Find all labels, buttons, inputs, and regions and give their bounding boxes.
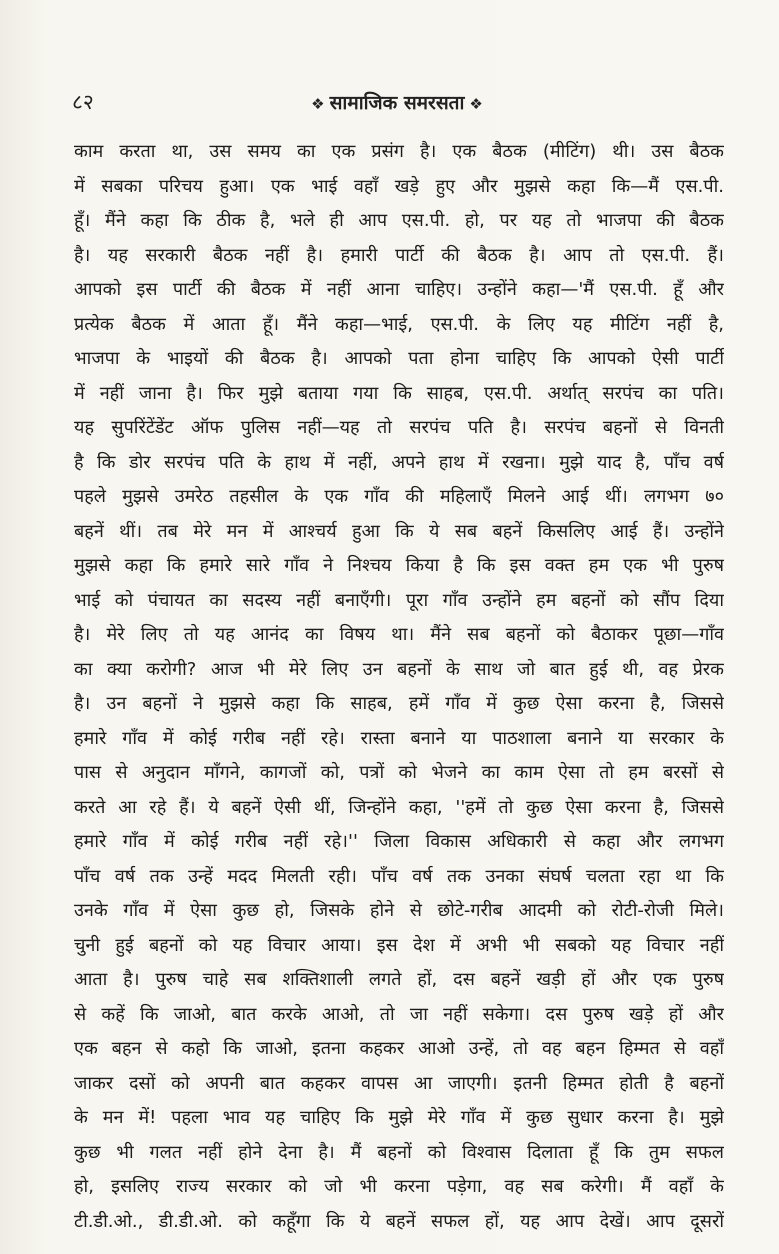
text-line: का क्या करोगी? आज भी मेरे लिए उन बहनों के साथ जो बात हुई थी, वह प्रेरक (74, 658, 724, 680)
text-line: है कि डोर सरपंच पति के हाथ में नहीं, अपने हाथ में रखना। मुझे याद है, पाँच वर्ष (74, 451, 724, 473)
text-line: है। मेरे लिए तो यह आनंद का विषय था। मैंने सब बहनों को बैठाकर पूछा—गाँव (74, 624, 724, 645)
text-line: हो, इसलिए राज्य सरकार को जो भी करना पड़ेगा, वह सब करेगी। मैं वहाँ के (74, 1176, 724, 1197)
body-text (74, 135, 724, 1239)
page-header (72, 88, 722, 120)
text-line: पहले मुझसे उमरेठ तहसील के एक गाँव की महिलाएँ मिलने आई थीं। लगभग ७० (74, 486, 724, 507)
text-line: है। उन बहनों ने मुझसे कहा कि साहब, हमें गाँव में कुछ ऐसा करना है, जिससे (74, 693, 724, 714)
text-line: भाजपा के भाइयों की बैठक है। आपको पता होना चाहिए कि आपको ऐसी पार्टी (74, 348, 724, 369)
ornament-right-icon: ❖ (469, 95, 483, 113)
text-line: जाकर दसों को अपनी बात कहकर वापस आ जाएगी। इतनी हिम्मत होती है बहनों (74, 1072, 724, 1094)
text-line: उनके गाँव में ऐसा कुछ हो, जिसके होने से छोटे-गरीब आदमी को रोटी-रोजी मिले। (74, 900, 724, 921)
running-head-title: सामाजिक समरसता (329, 92, 465, 114)
text-line: पास से अनुदान माँगने, कागजों को, पत्रों को भेजने का काम ऐसा तो हम बरसों से (74, 762, 724, 783)
text-line: से कहें कि जाओ, बात करके आओ, तो जा नहीं सकेगा। दस पुरुष खड़े हों और (74, 1003, 724, 1025)
text-line: आपको इस पार्टी की बैठक में नहीं आना चाहिए। उन्होंने कहा—'मैं एस.पी. हूँ और (74, 279, 724, 300)
text-line: प्रत्येक बैठक में आता हूँ। मैंने कहा—भाई, एस.पी. के लिए यह मीटिंग नहीं है, (74, 313, 724, 335)
text-line: आता है। पुरुष चाहे सब शक्तिशाली लगते हों, दस बहनें खड़ी हों और एक पुरुष (74, 969, 724, 990)
text-line: बहनें थीं। तब मेरे मन में आश्चर्य हुआ कि ये सब बहनें किसलिए आई हैं। उन्होंने (74, 520, 724, 542)
text-line: है। यह सरकारी बैठक नहीं है। हमारी पार्टी की बैठक है। आप तो एस.पी. हैं। (74, 244, 724, 266)
ornament-left-icon: ❖ (311, 95, 325, 113)
text-line: टी.डी.ओ., डी.डी.ओ. को कहूँगा कि ये बहनें सफल हों, यह आप देखें। आप दूसरों (74, 1210, 724, 1232)
text-line: एक बहन से कहो कि जाओ, इतना कहकर आओ उन्हें, तो वह बहन हिम्मत से वहाँ (74, 1038, 724, 1059)
text-line: कुछ भी गलत नहीं होने देना है। मैं बहनों को विश्वास दिलाता हूँ कि तुम सफल (74, 1141, 724, 1163)
text-line: हमारे गाँव में कोई गरीब नहीं रहे।'' जिला विकास अधिकारी से कहा और लगभग (74, 831, 724, 852)
text-line: में सबका परिचय हुआ। एक भाई वहाँ खड़े हुए और मुझसे कहा कि—मैं एस.पी. (74, 175, 724, 197)
text-line: मुझसे कहा कि हमारे सारे गाँव ने निश्चय किया है कि इस वक्त हम एक भी पुरुष (74, 555, 724, 576)
text-line: काम करता था, उस समय का एक प्रसंग है। एक बैठक (मीटिंग) थी। उस बैठक (74, 141, 724, 162)
page-number: ८२ (72, 90, 94, 114)
text-line: पाँच वर्ष तक उन्हें मदद मिलती रही। पाँच वर्ष तक उनका संघर्ष चलता रहा था कि (74, 865, 724, 887)
text-line: चुनी हुई बहनों को यह विचार आया। इस देश में अभी भी सबको यह विचार नहीं (74, 934, 724, 956)
running-head (72, 89, 722, 115)
text-line: के मन में! पहला भाव यह चाहिए कि मुझे मेरे गाँव में कुछ सुधार करना है। मुझे (74, 1107, 724, 1128)
text-line: भाई को पंचायत का सदस्य नहीं बनाएँगी। पूरा गाँव उन्होंने हम बहनों को सौंप दिया (74, 589, 724, 611)
text-line: हूँ। मैंने कहा कि ठीक है, भले ही आप एस.पी. हो, पर यह तो भाजपा की बैठक (74, 210, 724, 231)
text-line: में नहीं जाना है। फिर मुझे बताया गया कि साहब, एस.पी. अर्थात् सरपंच का पति। (74, 382, 724, 404)
text-line: यह सुपरिंटेंडेंट ऑफ पुलिस नहीं—यह तो सरपंच पति है। सरपंच बहनों से विनती (74, 417, 724, 438)
text-line: करते आ रहे हैं। ये बहनें ऐसी थीं, जिन्होंने कहा, ''हमें तो कुछ ऐसा करना है, जिससे (74, 796, 724, 818)
text-line: हमारे गाँव में कोई गरीब नहीं रहे। रास्ता बनाने या पाठशाला बनाने या सरकार के (74, 727, 724, 749)
